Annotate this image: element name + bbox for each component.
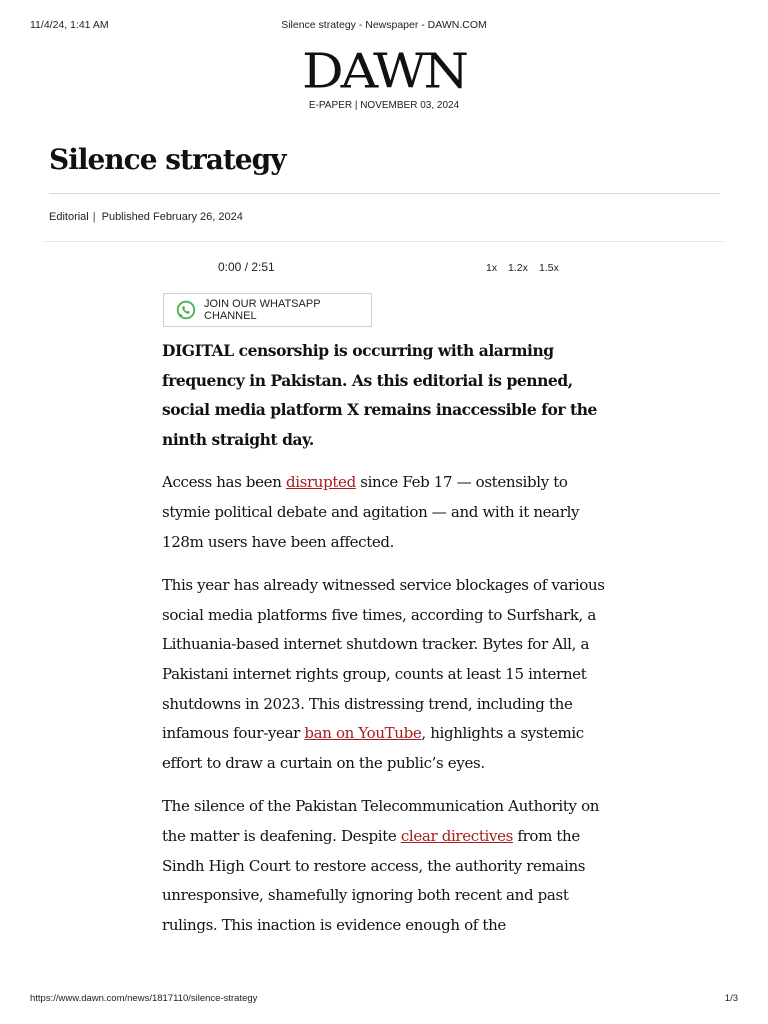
article-body	[162, 336, 612, 954]
meta-separator: |	[92, 211, 96, 223]
print-datetime: 11/4/24, 1:41 AM	[30, 19, 109, 31]
whatsapp-channel-label: JOIN OUR WHATSAPP CHANNEL	[204, 298, 321, 322]
article-lede: DIGITAL censorship is occurring with alarming frequency in Pakistan. As this editorial is penned, social media platform X remains inaccessible for the ninth straight day.	[162, 341, 597, 449]
paragraph-text: , highlights a systemic effort to draw a curtain on the public’s eyes.	[162, 724, 584, 772]
whatsapp-icon	[176, 300, 196, 320]
paragraph-text: Access has been	[162, 473, 286, 492]
paragraph-text: from the Sindh High Court to restore access, the authority remains unresponsive, shamefully ignoring both recent and past rulings. This inaction is evidence enough of the	[162, 826, 586, 934]
print-header	[0, 19, 768, 33]
page-number: 1/3	[724, 993, 738, 1004]
category-link[interactable]: Editorial	[49, 211, 89, 223]
dawn-logo[interactable]: DAWN	[301, 44, 467, 100]
ban-on-youtube-link[interactable]: ban on YouTube	[304, 724, 422, 743]
paragraph-text: since Feb 17 — ostensibly to stymie political debate and agitation — and with it nearly 128m users have been affected.	[162, 473, 580, 551]
speed-1-5x-button[interactable]: 1.5x	[539, 262, 559, 274]
whatsapp-channel-button[interactable]	[163, 293, 372, 327]
meta-divider	[45, 241, 723, 242]
paragraph-text: This year has already witnessed service blockages of various social media platforms five times, according to Surfshark, a Lithuania-based internet shutdown tracker. Bytes for All, a Pakistani internet rights group, counts at least 15 internet shutdowns in 2023. This distressing trend, including the infamous four-year	[162, 576, 605, 743]
article-meta	[49, 211, 243, 223]
clear-directives-link[interactable]: clear directives	[400, 826, 513, 845]
print-document-title: Silence strategy - Newspaper - DAWN.COM	[281, 19, 487, 31]
speed-1x-button[interactable]: 1x	[486, 262, 498, 274]
article-paragraph	[162, 792, 612, 940]
published-date: Published February 26, 2024	[101, 211, 243, 223]
audio-time: 0:00 / 2:51	[218, 260, 275, 274]
speed-1-2x-button[interactable]: 1.2x	[508, 262, 528, 274]
article-headline: Silence strategy	[49, 143, 286, 176]
article-paragraph	[162, 468, 612, 557]
print-footer	[0, 993, 768, 1007]
headline-divider	[49, 193, 720, 194]
article-paragraph	[162, 571, 612, 778]
audio-player	[0, 258, 768, 278]
print-url: https://www.dawn.com/news/1817110/silence-strategy	[30, 993, 258, 1004]
disrupted-link[interactable]: disrupted	[285, 473, 356, 492]
paragraph-text: The silence of the Pakistan Telecommunication Authority on the matter is deafening. Despite	[162, 797, 600, 845]
edition-date: E-PAPER | NOVEMBER 03, 2024	[308, 100, 460, 111]
